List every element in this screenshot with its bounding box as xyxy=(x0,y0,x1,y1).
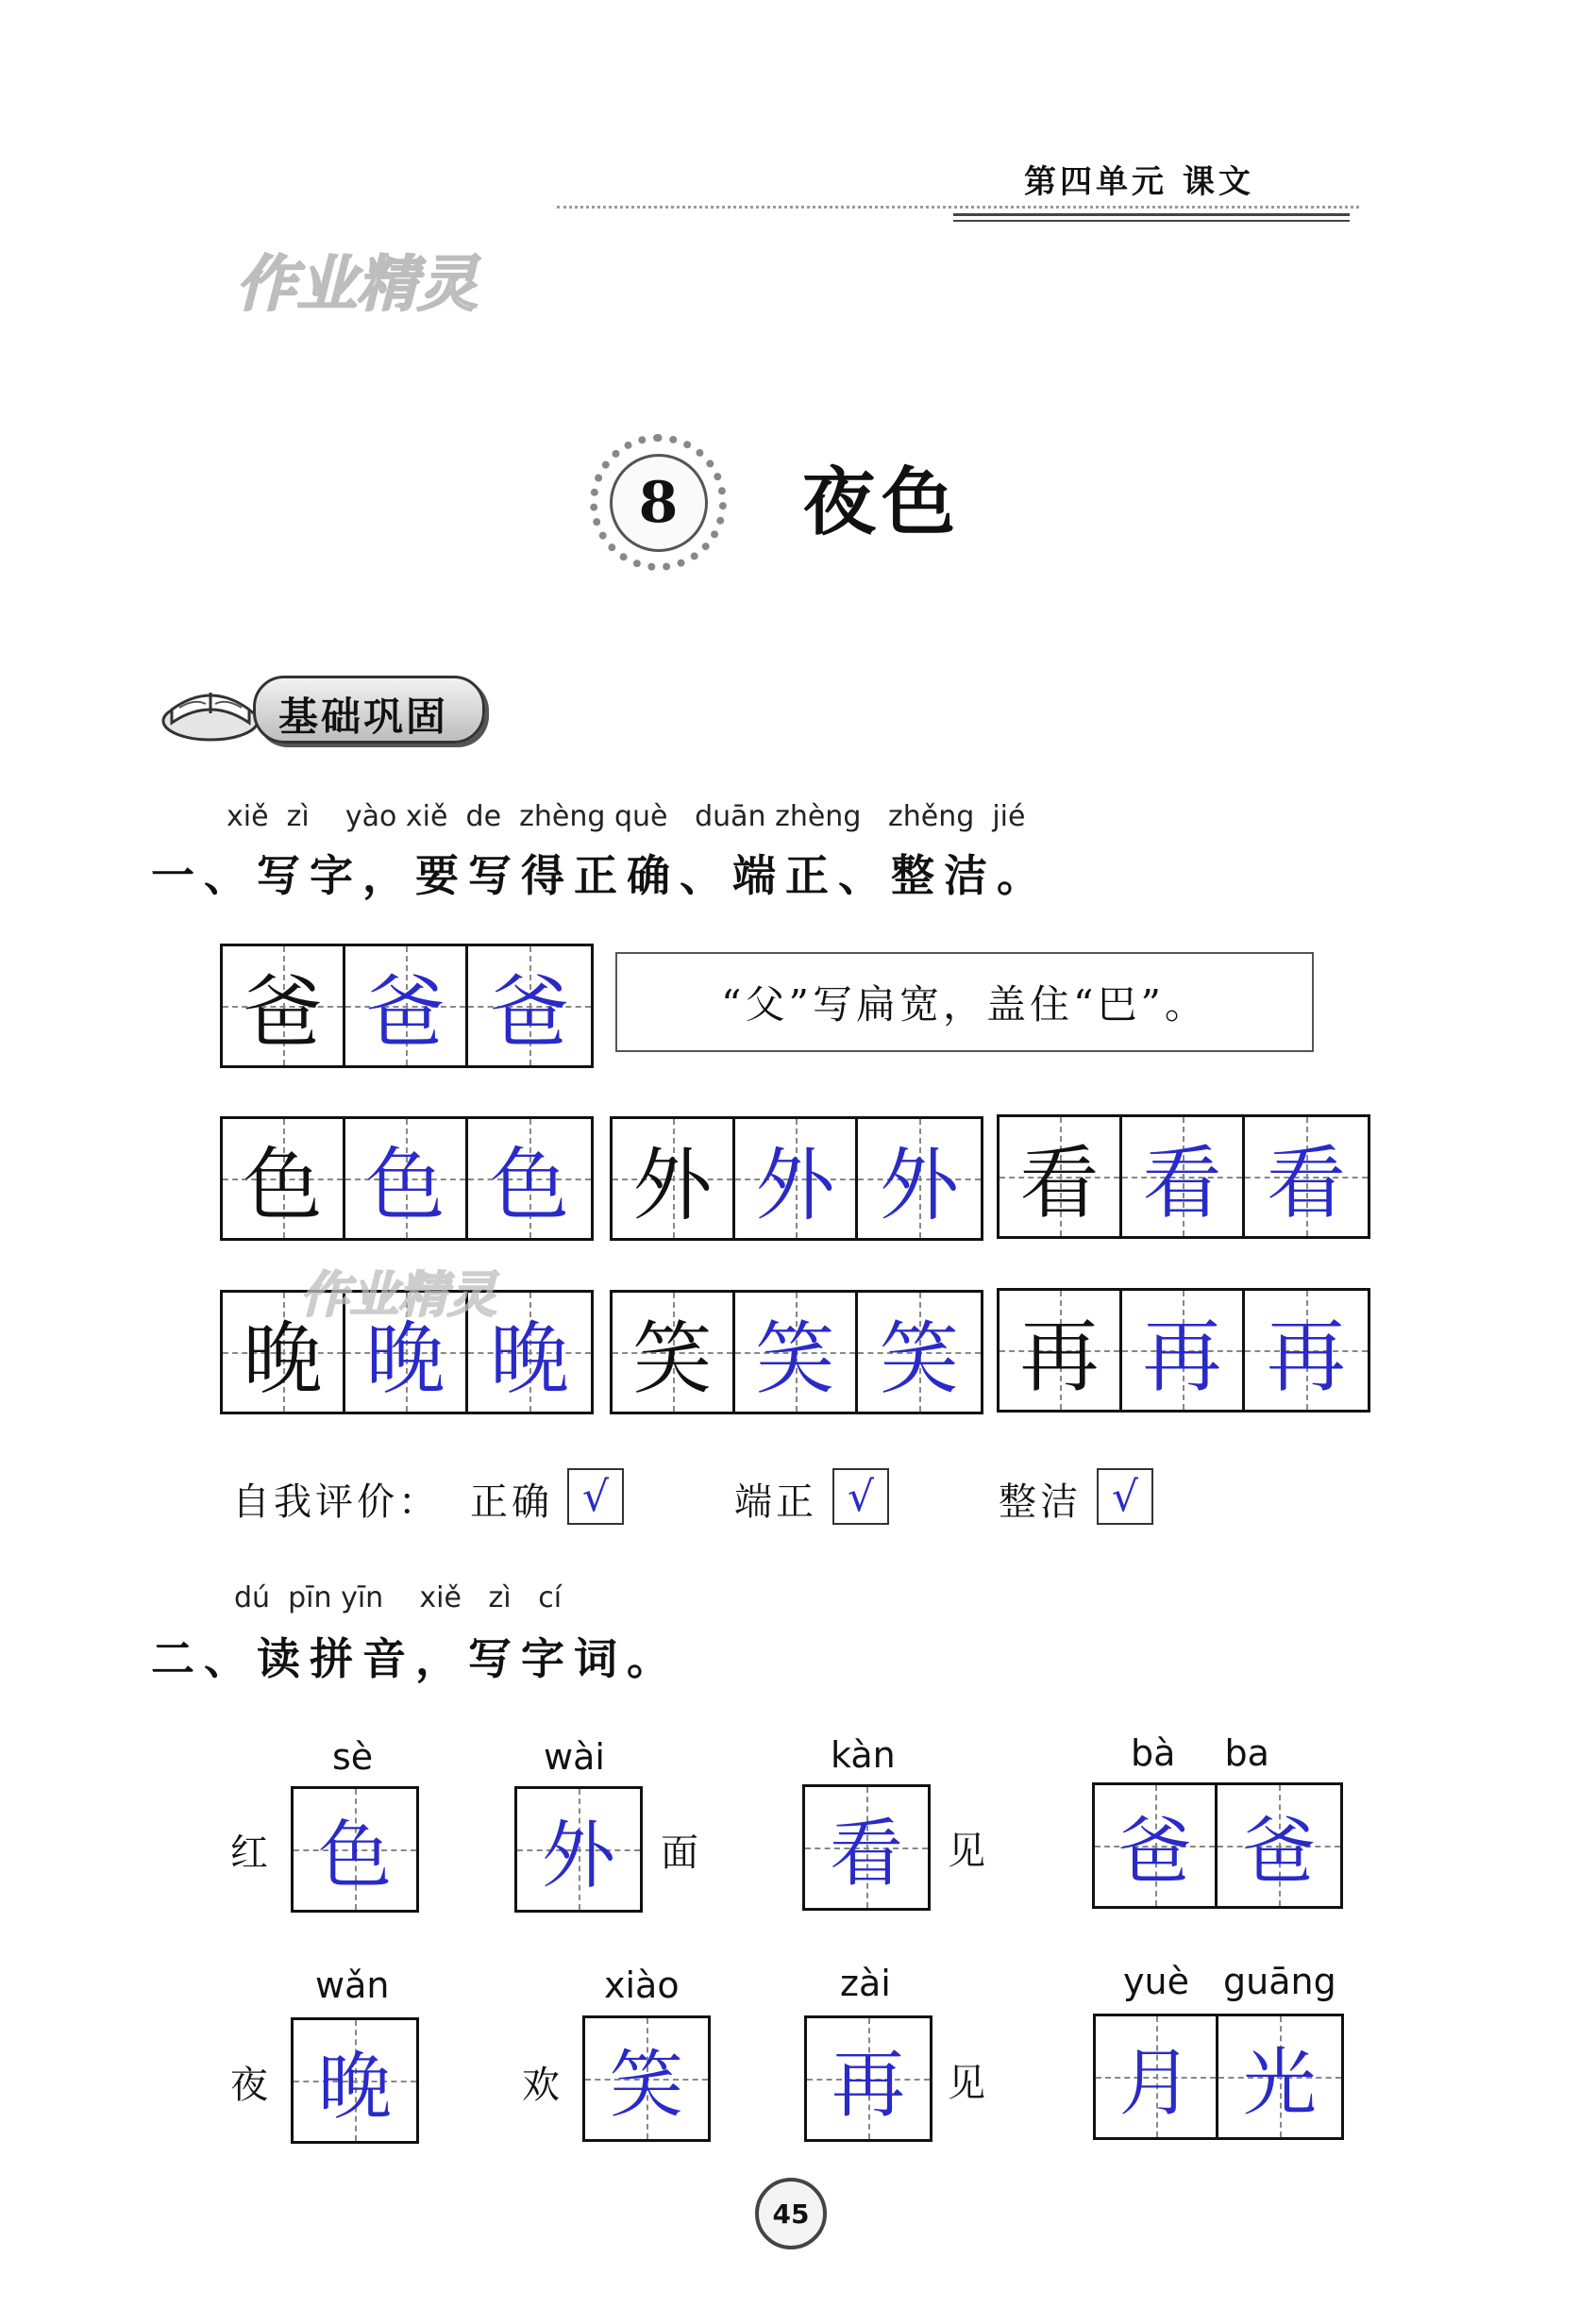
q1-title: 一、写字，要写得正确、端正、整洁。 xyxy=(151,850,1050,901)
answer-grid-wan xyxy=(291,2017,419,2144)
pinyin-yueguang: yuè guāng xyxy=(1123,1961,1336,2002)
pinyin-xiao: xiào xyxy=(604,1965,680,2006)
book-stack-icon xyxy=(159,672,262,744)
word-prefix: 欢 xyxy=(522,2064,560,2107)
answer-char-cell[interactable]: 爸 xyxy=(345,946,468,1065)
writing-grid-ba xyxy=(220,944,594,1068)
answer-char-cell[interactable]: 看 xyxy=(1245,1117,1368,1236)
writing-grid-wai xyxy=(610,1116,983,1241)
answer-char-cell[interactable]: 笑 xyxy=(735,1293,858,1412)
pinyin-se: sè xyxy=(332,1736,374,1778)
model-char-cell: 再 xyxy=(1000,1291,1122,1410)
q1-pinyin: xiě zì yào xiě de zhèng què duān zhèng zhěng jié xyxy=(227,800,1026,833)
word-suffix: 见 xyxy=(948,1830,985,1873)
model-char-cell: 外 xyxy=(613,1119,735,1238)
answer-grid-baba xyxy=(1092,1782,1343,1909)
answer-char-cell[interactable]: 月 xyxy=(1096,2016,1218,2137)
answer-grid-yueguang xyxy=(1093,2014,1344,2140)
section-badge xyxy=(159,672,487,744)
header-rule xyxy=(953,213,1350,216)
answer-grid-se xyxy=(291,1786,419,1913)
answer-char-cell[interactable]: 笑 xyxy=(858,1293,981,1412)
section-label: 基础巩固 xyxy=(278,694,449,740)
lesson-number: 8 xyxy=(610,454,708,552)
pinyin-wan: wǎn xyxy=(315,1965,390,2006)
answer-char-cell[interactable]: 爸 xyxy=(468,946,591,1065)
answer-char-cell[interactable]: 晚 xyxy=(468,1293,591,1412)
answer-char-cell[interactable]: 外 xyxy=(858,1119,981,1238)
answer-char-cell[interactable]: 晚 xyxy=(294,2020,416,2141)
model-char-cell: 看 xyxy=(1000,1117,1122,1236)
pinyin-zai: zài xyxy=(840,1963,891,2004)
answer-grid-wai xyxy=(514,1786,643,1913)
answer-char-cell[interactable]: 色 xyxy=(468,1119,591,1238)
writing-grid-se xyxy=(220,1116,594,1241)
self-evaluation-label: 自我评价： xyxy=(232,1480,440,1524)
writing-tip-box: “父”写扁宽，盖住“巴”。 xyxy=(615,952,1314,1052)
word-prefix: 红 xyxy=(230,1831,268,1875)
lesson-number-badge xyxy=(590,434,727,571)
answer-char-cell[interactable]: 看 xyxy=(805,1787,928,1908)
answer-char-cell[interactable]: 看 xyxy=(1122,1117,1245,1236)
answer-grid-kan xyxy=(802,1784,931,1911)
word-suffix: 面 xyxy=(661,1831,698,1875)
writing-grid-zai xyxy=(997,1288,1370,1413)
model-char-cell: 爸 xyxy=(223,946,345,1065)
eval-neat-checkbox[interactable]: √ xyxy=(832,1468,889,1525)
eval-neat-label: 端正 xyxy=(734,1480,817,1524)
writing-grid-kan xyxy=(997,1114,1370,1239)
answer-char-cell[interactable]: 外 xyxy=(517,1789,640,1910)
lesson-title: 夜色 xyxy=(802,460,962,545)
answer-grid-zai xyxy=(804,2015,932,2142)
answer-char-cell[interactable]: 色 xyxy=(345,1119,468,1238)
answer-char-cell[interactable]: 再 xyxy=(807,2018,930,2139)
pinyin-baba: bà ba xyxy=(1131,1732,1269,1774)
word-suffix: 见 xyxy=(948,2062,985,2105)
answer-char-cell[interactable]: 再 xyxy=(1245,1291,1368,1410)
model-char-cell: 晚 xyxy=(223,1293,345,1412)
answer-char-cell[interactable]: 再 xyxy=(1122,1291,1245,1410)
eval-correct-label: 正确 xyxy=(470,1480,553,1524)
answer-char-cell[interactable]: 外 xyxy=(735,1119,858,1238)
model-char-cell: 笑 xyxy=(613,1293,735,1412)
q2-pinyin: dú pīn yīn xiě zì cí xyxy=(234,1581,563,1614)
header-dotted-rule xyxy=(557,206,1359,209)
page-number: 45 xyxy=(755,2178,827,2249)
unit-header: 第四单元 课文 xyxy=(1024,163,1254,201)
writing-grid-xiao xyxy=(610,1290,983,1414)
answer-char-cell[interactable]: 爸 xyxy=(1095,1785,1218,1906)
answer-char-cell[interactable]: 晚 xyxy=(345,1293,468,1412)
pinyin-wai: wài xyxy=(544,1736,605,1778)
eval-correct-checkbox[interactable]: √ xyxy=(567,1468,624,1525)
answer-char-cell[interactable]: 笑 xyxy=(585,2018,708,2139)
header-rule-2 xyxy=(953,220,1350,222)
eval-clean-checkbox[interactable]: √ xyxy=(1097,1468,1153,1525)
eval-clean-label: 整洁 xyxy=(999,1480,1082,1524)
q2-title: 二、读拼音，写字词。 xyxy=(151,1633,680,1684)
answer-char-cell[interactable]: 光 xyxy=(1218,2016,1341,2137)
word-prefix: 夜 xyxy=(230,2064,268,2107)
answer-char-cell[interactable]: 色 xyxy=(294,1789,416,1910)
pinyin-kan: kàn xyxy=(831,1734,896,1776)
model-char-cell: 色 xyxy=(223,1119,345,1238)
watermark-logo: 作业精灵 xyxy=(236,250,478,320)
watermark-logo-2: 作业精灵 xyxy=(300,1267,497,1324)
answer-char-cell[interactable]: 爸 xyxy=(1218,1785,1340,1906)
writing-grid-wan xyxy=(220,1290,594,1414)
section-pill xyxy=(253,676,485,744)
answer-grid-xiao xyxy=(582,2015,711,2142)
